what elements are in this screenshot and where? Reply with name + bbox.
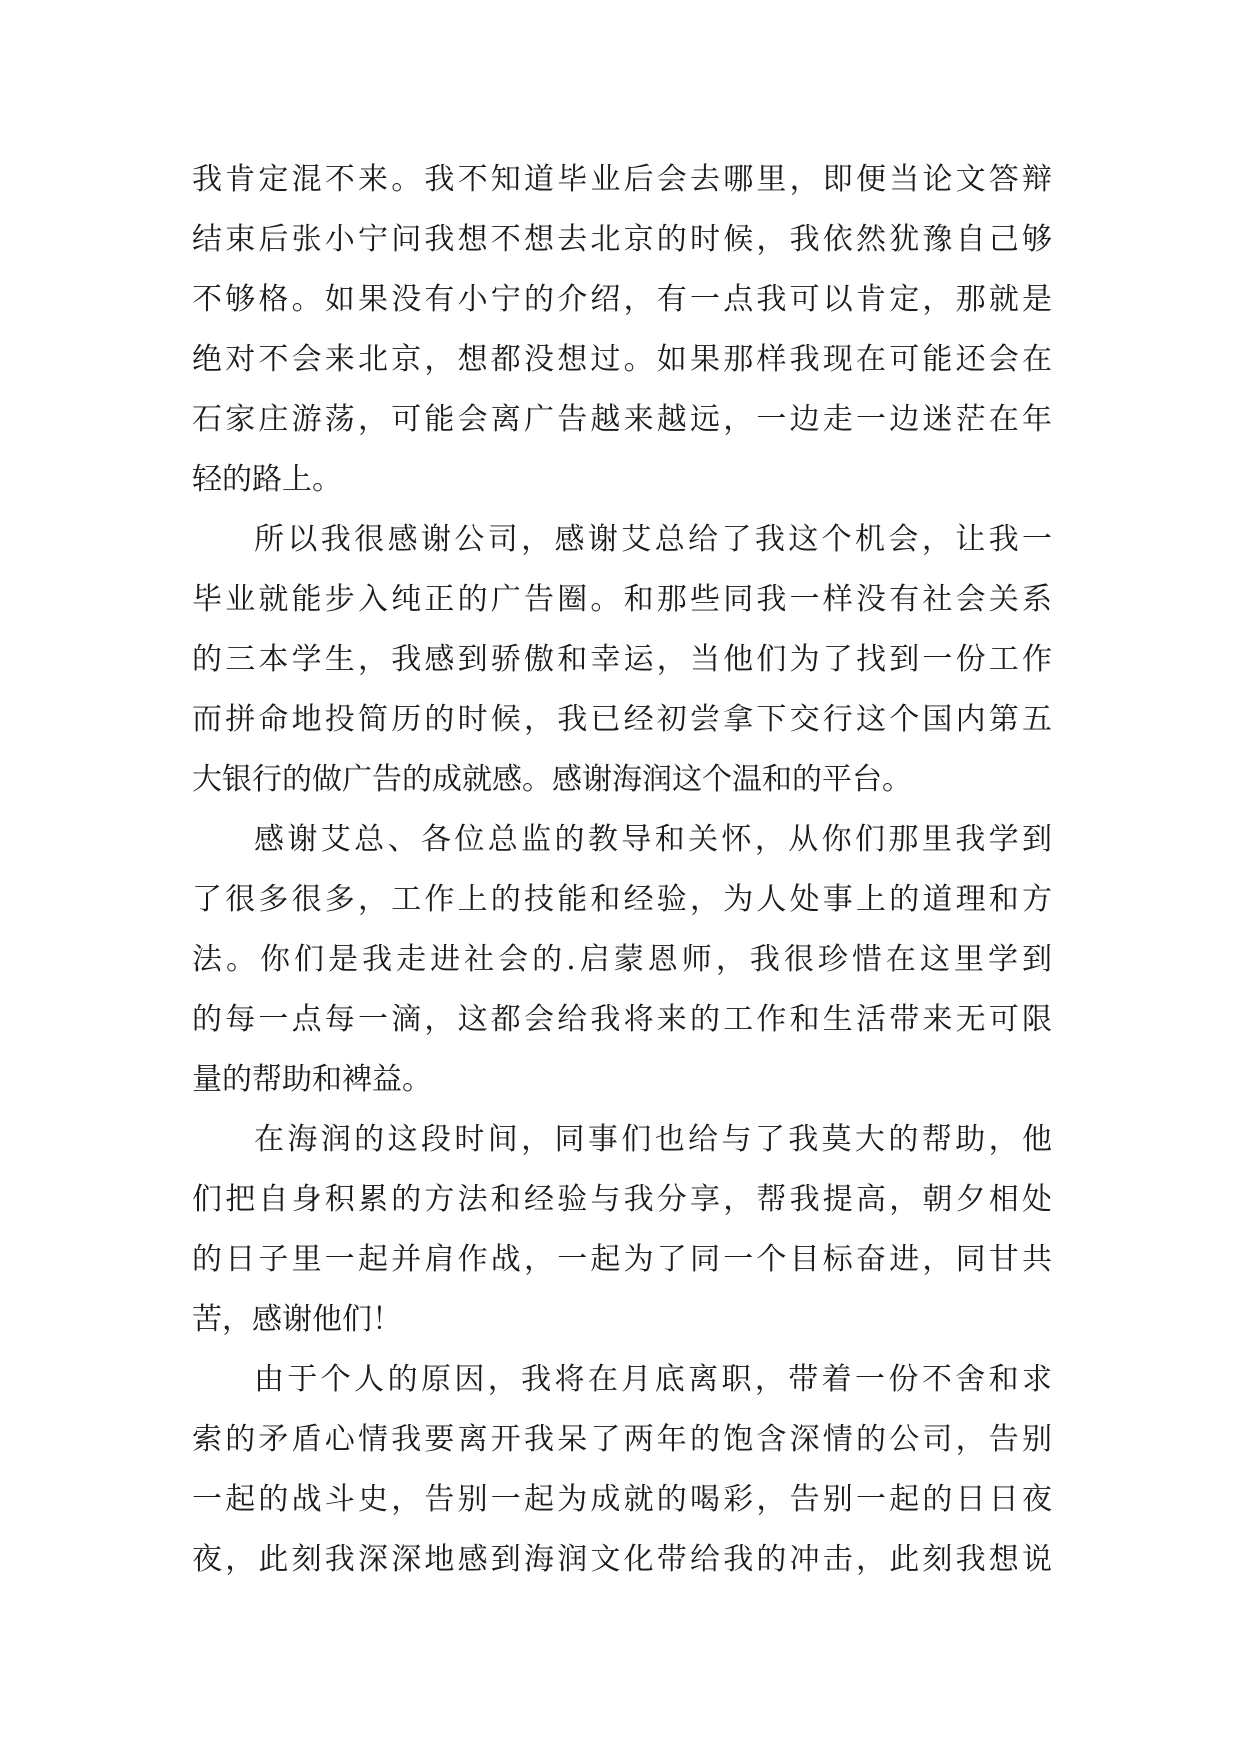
text-line: 的三本学生，我感到骄傲和幸运，当他们为了找到一份工作	[192, 642, 1052, 677]
text-line: 大银行的做广告的成就感。感谢海润这个温和的平台。	[192, 762, 912, 797]
text-line: 而拼命地投简历的时候，我已经初尝拿下交行这个国内第五	[192, 702, 1052, 737]
text-line: 轻的路上。	[192, 462, 342, 497]
text-line: 们把自身积累的方法和经验与我分享，帮我提高，朝夕相处	[192, 1182, 1052, 1217]
paragraph-first-line: 在海润的这段时间，同事们也给与了我莫大的帮助，他	[254, 1122, 1052, 1157]
document-body	[192, 150, 1052, 1590]
text-line: 苦，感谢他们！	[192, 1302, 402, 1337]
text-line: 一起的战斗史，告别一起为成就的喝彩，告别一起的日日夜	[192, 1482, 1052, 1517]
text-line: 毕业就能步入纯正的广告圈。和那些同我一样没有社会关系	[192, 582, 1052, 617]
text-line: 不够格。如果没有小宁的介绍，有一点我可以肯定，那就是	[192, 282, 1052, 317]
paragraph-first-line: 所以我很感谢公司，感谢艾总给了我这个机会，让我一	[254, 522, 1052, 557]
text-line: 绝对不会来北京，想都没想过。如果那样我现在可能还会在	[192, 342, 1052, 377]
paragraph-first-line: 感谢艾总、各位总监的教导和关怀，从你们那里我学到	[254, 822, 1052, 857]
text-line: 我肯定混不来。我不知道毕业后会去哪里，即便当论文答辩	[192, 162, 1052, 197]
paragraph-first-line: 由于个人的原因，我将在月底离职，带着一份不舍和求	[254, 1362, 1052, 1397]
text-line: 量的帮助和裨益。	[192, 1062, 432, 1097]
text-line: 夜，此刻我深深地感到海润文化带给我的冲击，此刻我想说	[192, 1542, 1052, 1577]
text-line: 索的矛盾心情我要离开我呆了两年的饱含深情的公司，告别	[192, 1422, 1052, 1457]
text-line: 石家庄游荡，可能会离广告越来越远，一边走一边迷茫在年	[192, 402, 1052, 437]
text-line: 结束后张小宁问我想不想去北京的时候，我依然犹豫自己够	[192, 222, 1052, 257]
text-line: 的日子里一起并肩作战，一起为了同一个目标奋进，同甘共	[192, 1242, 1052, 1277]
text-line: 的每一点每一滴，这都会给我将来的工作和生活带来无可限	[192, 1002, 1052, 1037]
text-line: 了很多很多，工作上的技能和经验，为人处事上的道理和方	[192, 882, 1052, 917]
text-line: 法。你们是我走进社会的.启蒙恩师，我很珍惜在这里学到	[192, 942, 1052, 977]
